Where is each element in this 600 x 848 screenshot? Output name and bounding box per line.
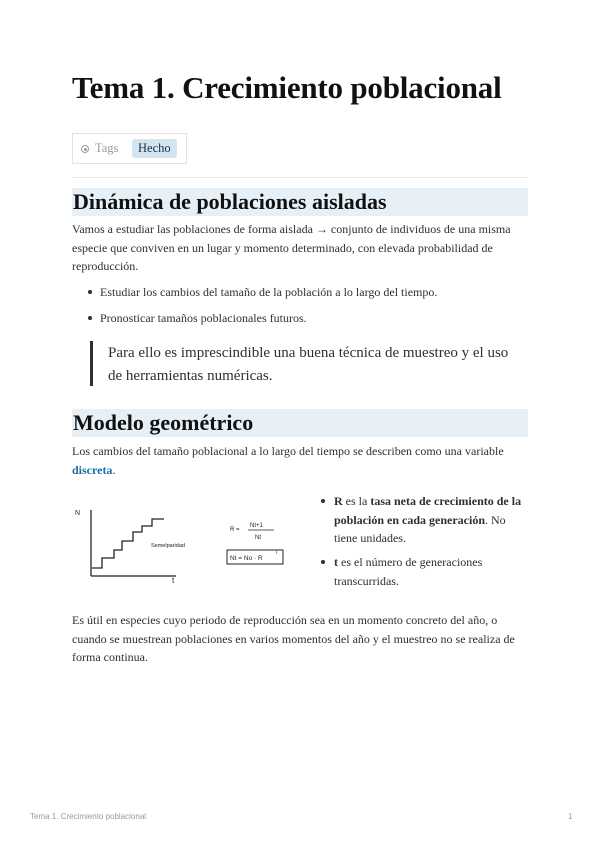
list-item-r <box>334 492 530 548</box>
bullet-text: . No <box>485 512 506 527</box>
paragraph-end: . <box>112 462 116 477</box>
paragraph-line: forma continua. <box>72 650 148 664</box>
formula-nt-exponent: t <box>276 550 278 555</box>
x-axis-label: t <box>172 576 175 585</box>
bullet-symbol: R <box>334 494 343 508</box>
page-title: Tema 1. Crecimiento poblacional <box>72 70 502 105</box>
bullet-text: es la <box>342 494 371 508</box>
paragraph-line: Los cambios del tamaño poblacional a lo largo del tiempo se describen como una variable <box>72 444 504 458</box>
formula-r-left: R = <box>230 527 240 533</box>
divider <box>72 177 528 178</box>
y-axis-label: N <box>75 510 81 517</box>
discreta-link[interactable]: discreta <box>72 462 113 477</box>
quote-block <box>108 342 528 388</box>
curve-label: Semelparidad <box>151 543 185 549</box>
section-heading: Modelo geométrico <box>72 409 528 437</box>
quote-bar <box>90 341 93 386</box>
footer-title: Tema 1. Crecimiento poblacional <box>30 812 147 821</box>
quote-line: Para ello es imprescindible una buena técnica de muestreo y el uso <box>108 345 509 361</box>
tags-property[interactable] <box>72 133 187 164</box>
semelparity-sketch <box>72 500 302 590</box>
tags-property-icon <box>81 145 89 153</box>
list-item: Pronosticar tamaños poblacionales futuros. <box>100 309 520 328</box>
paragraph-line: especie que conviven en un lugar y momento determinado, con elevada probabilidad de <box>72 240 493 255</box>
bullet-text: tiene unidades. <box>334 531 406 545</box>
bullet-symbol: t <box>334 555 338 569</box>
formula-nt: Nt = No · R <box>230 555 263 562</box>
paragraph <box>72 220 528 276</box>
paragraph <box>72 611 528 667</box>
quote-line: de herramientas numéricas. <box>108 368 273 384</box>
bullet-bold: tasa neta de crecimiento de la <box>370 494 522 508</box>
page-number: 1 <box>568 812 573 821</box>
list-item-t <box>334 553 530 590</box>
paragraph-line: reproducción. <box>72 259 139 273</box>
formula-r-denominator: Nt <box>255 535 261 541</box>
formula-r-numerator: Nt+1 <box>250 523 263 529</box>
tags-label: Tags <box>95 141 119 155</box>
paragraph <box>72 442 528 479</box>
tag-badge[interactable]: Hecho <box>132 139 177 158</box>
bullet-text: es el número de generaciones <box>338 555 483 569</box>
paragraph-line: Vamos a estudiar las poblaciones de forma aislada → conjunto de individuos de una misma <box>72 222 511 236</box>
list-item: Estudiar los cambios del tamaño de la población a lo largo del tiempo. <box>100 283 520 302</box>
section-heading: Dinámica de poblaciones aisladas <box>72 188 528 216</box>
paragraph-line: cuando se muestrean poblaciones en varios momentos del año y el muestreo no se realiza de <box>72 631 515 646</box>
bullet-bold: población en cada generación <box>334 512 486 527</box>
paragraph-line: Es útil en especies cuyo periodo de reproducción sea en un momento concreto del año, o <box>72 613 498 627</box>
bullet-text: transcurridas. <box>334 573 399 588</box>
